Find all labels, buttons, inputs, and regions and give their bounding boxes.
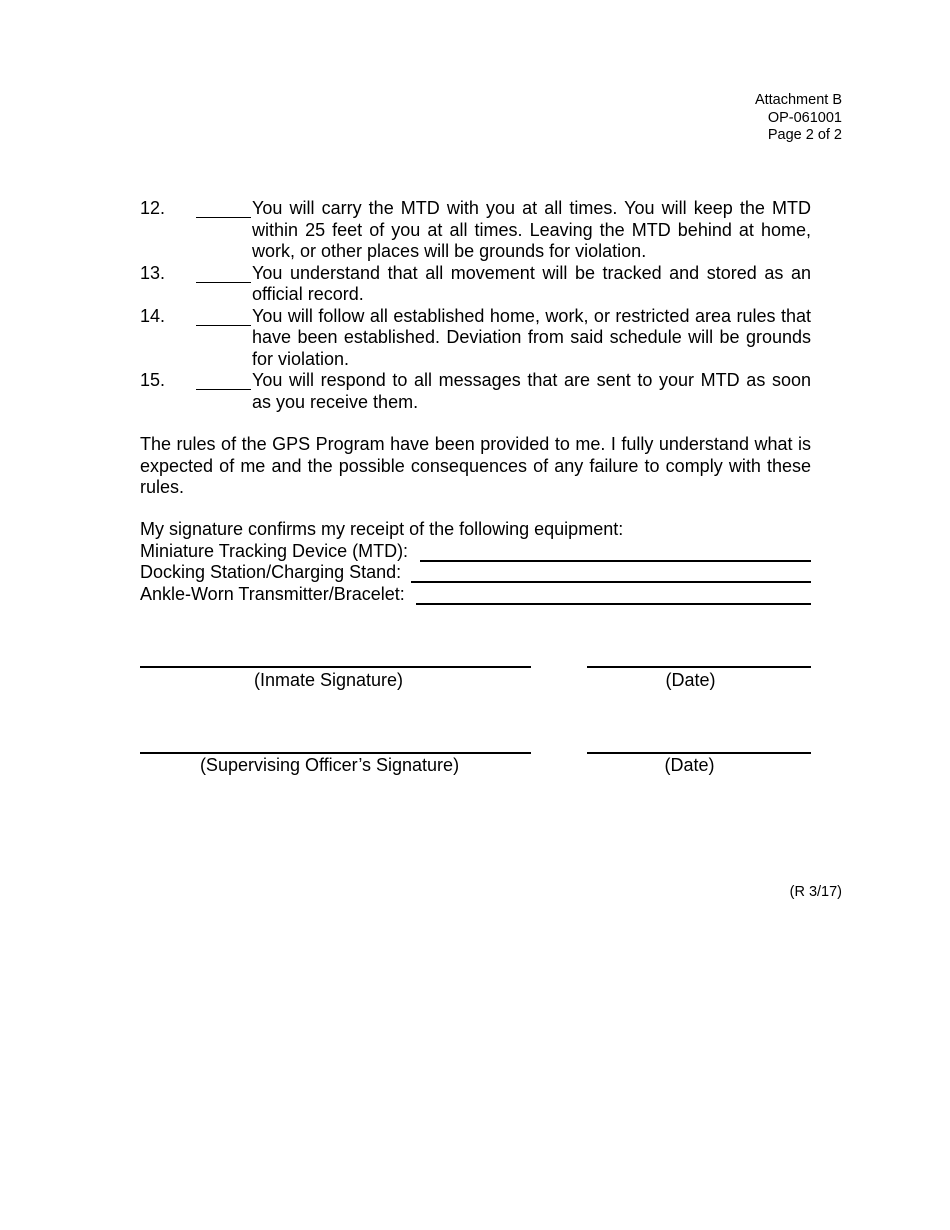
rule-text: You will respond to all messages that are sent to your MTD as soon as you receive them. xyxy=(252,370,811,412)
mtd-label: Miniature Tracking Device (MTD): xyxy=(140,541,409,561)
officer-signature-label: (Supervising Officer’s Signature) xyxy=(199,755,460,775)
officer-signature-line[interactable] xyxy=(140,752,531,754)
initial-blank[interactable] xyxy=(196,306,251,326)
initial-blank[interactable] xyxy=(196,198,251,218)
rules-list xyxy=(140,198,811,413)
officer-date-label: (Date) xyxy=(664,755,715,775)
rule-item xyxy=(140,370,811,413)
rule-text: You will carry the MTD with you at all times. You will keep the MTD within 25 feet of you at all times. Leaving the MTD behind at home, work, or other places will be grounds for violation. xyxy=(252,198,811,261)
transmitter-label: Ankle-Worn Transmitter/Bracelet: xyxy=(140,584,405,604)
docking-signature-line[interactable] xyxy=(411,581,811,583)
attachment-label: Attachment B xyxy=(754,92,842,108)
mtd-signature-line[interactable] xyxy=(420,560,811,562)
op-number: OP-061001 xyxy=(767,109,842,126)
transmitter-signature-line[interactable] xyxy=(416,603,811,605)
rule-item xyxy=(140,306,811,371)
rule-text: You understand that all movement will be tracked and stored as an official record. xyxy=(252,262,811,304)
rule-item xyxy=(140,263,811,306)
page-number: Page 2 of 2 xyxy=(767,127,842,143)
rule-text: You will follow all established home, work, or restricted area rules that have been established. Deviation from said schedule will be grounds for violation. xyxy=(252,305,811,369)
rule-number: 12. xyxy=(140,198,166,218)
equipment-intro: My signature confirms my receipt of the following equipment: xyxy=(140,519,624,539)
inmate-date-line[interactable] xyxy=(587,666,811,668)
inmate-signature-line[interactable] xyxy=(140,666,531,668)
docking-label: Docking Station/Charging Stand: xyxy=(140,562,402,582)
rule-number: 15. xyxy=(140,370,166,390)
rule-number: 14. xyxy=(140,305,166,326)
officer-date-line[interactable] xyxy=(587,752,811,754)
initial-blank[interactable] xyxy=(196,263,251,283)
document-header xyxy=(755,92,842,145)
rule-number: 13. xyxy=(140,262,166,283)
inmate-date-label: (Date) xyxy=(665,670,716,690)
inmate-signature-label: (Inmate Signature) xyxy=(253,670,404,690)
revision-code: (R 3/17) xyxy=(789,884,842,900)
acknowledgement-paragraph: The rules of the GPS Program have been provided to me. I fully understand what is expected of me and the possible consequences of any failure to comply with these rules. xyxy=(140,434,811,497)
rule-item xyxy=(140,198,811,263)
initial-blank[interactable] xyxy=(196,370,251,390)
